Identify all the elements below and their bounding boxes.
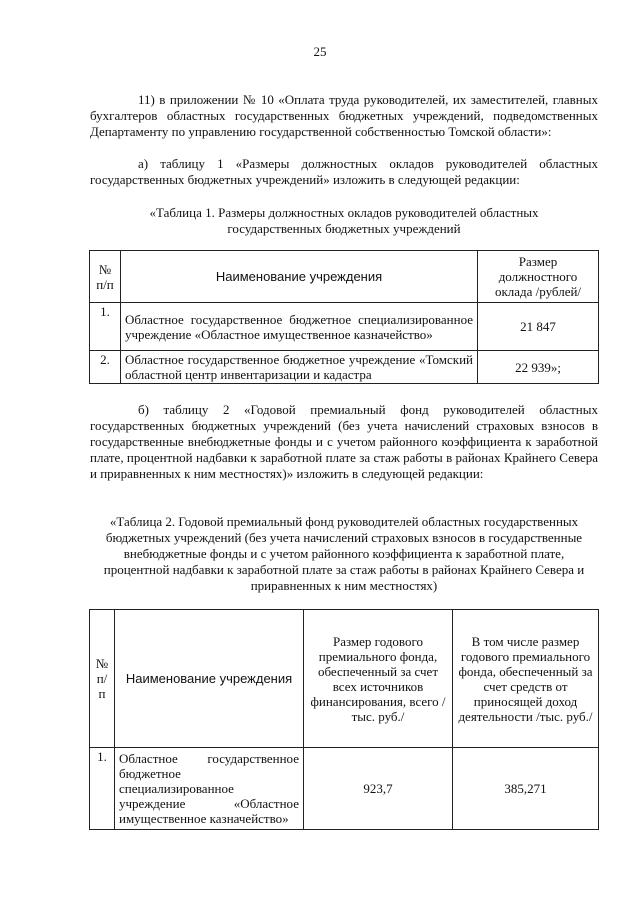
- header-num: № п/п: [90, 610, 115, 748]
- header-income-fund: В том числе размер годового премиального фонда, обеспеченный за счет средств от приносящей доход деятельности /тыс. руб./: [453, 610, 599, 748]
- row-salary: 21 847: [478, 303, 599, 351]
- row-num: 1.: [90, 303, 121, 351]
- header-num: № п/п: [90, 251, 121, 303]
- header-name: Наименование учреждения: [115, 610, 304, 748]
- row-income-fund: 385,271: [453, 748, 599, 830]
- header-total-fund: Размер годового премиального фонда, обеспеченный за счет всех источников финансирования, всего /тыс. руб./: [304, 610, 453, 748]
- table1: [89, 250, 599, 384]
- amendment-paragraph-11: 11) в приложении № 10 «Оплата труда руководителей, их заместителей, главных бухгалтеров областных государственных бюджетных учреждений, подведомственных Департаменту по управлению государственной собственностью Томской области»:: [90, 92, 598, 139]
- table2-caption: «Таблица 2. Годовой премиальный фонд руководителей областных государственных бюджетных учреждений (без учета начислений страховых взносов в государственные внебюджетные фонды и с учетом районного коэффициента к заработной плате, процентной надбавки к заработной плате за стаж работы в районах Крайнего Севера и приравненных к ним местностях): [103, 514, 585, 593]
- table-row: [90, 748, 599, 830]
- row-num: 2.: [90, 351, 121, 384]
- row-name: Областное государственное бюджетное учреждение «Томский областной центр инвентаризации и кадастра: [121, 351, 478, 384]
- row-total-fund: 923,7: [304, 748, 453, 830]
- table-header-row: [90, 251, 599, 303]
- row-name: Областное государственное бюджетное специализированное учреждение «Областное имущественное казначейство»: [115, 748, 304, 830]
- amendment-paragraph-a: а) таблицу 1 «Размеры должностных окладов руководителей областных государственных бюджетных учреждений» изложить в следующей редакции:: [90, 156, 598, 187]
- header-salary: Размер должностного оклада /рублей/: [478, 251, 599, 303]
- table-header-row: [90, 610, 599, 748]
- page-number: 25: [313, 44, 327, 59]
- table-row: [90, 303, 599, 351]
- table2: [89, 609, 599, 830]
- header-name: Наименование учреждения: [121, 251, 478, 303]
- table-row: [90, 351, 599, 384]
- amendment-paragraph-b: б) таблицу 2 «Годовой премиальный фонд руководителей областных государственных бюджетных учреждений (без учета начислений страховых взносов в государственные внебюджетные фонды и с учетом районного коэффициента к заработной плате, процентной надбавки к заработной плате за стаж работы в районах Крайнего Севера и приравненных к ним местностях)» изложить в следующей редакции:: [90, 402, 598, 481]
- table1-caption: «Таблица 1. Размеры должностных окладов руководителей областных государственных бюджетных учреждений: [149, 205, 539, 236]
- row-num: 1.: [90, 748, 115, 830]
- row-salary: 22 939»;: [478, 351, 599, 384]
- row-name: Областное государственное бюджетное специализированное учреждение «Областное имущественное казначейство»: [121, 303, 478, 351]
